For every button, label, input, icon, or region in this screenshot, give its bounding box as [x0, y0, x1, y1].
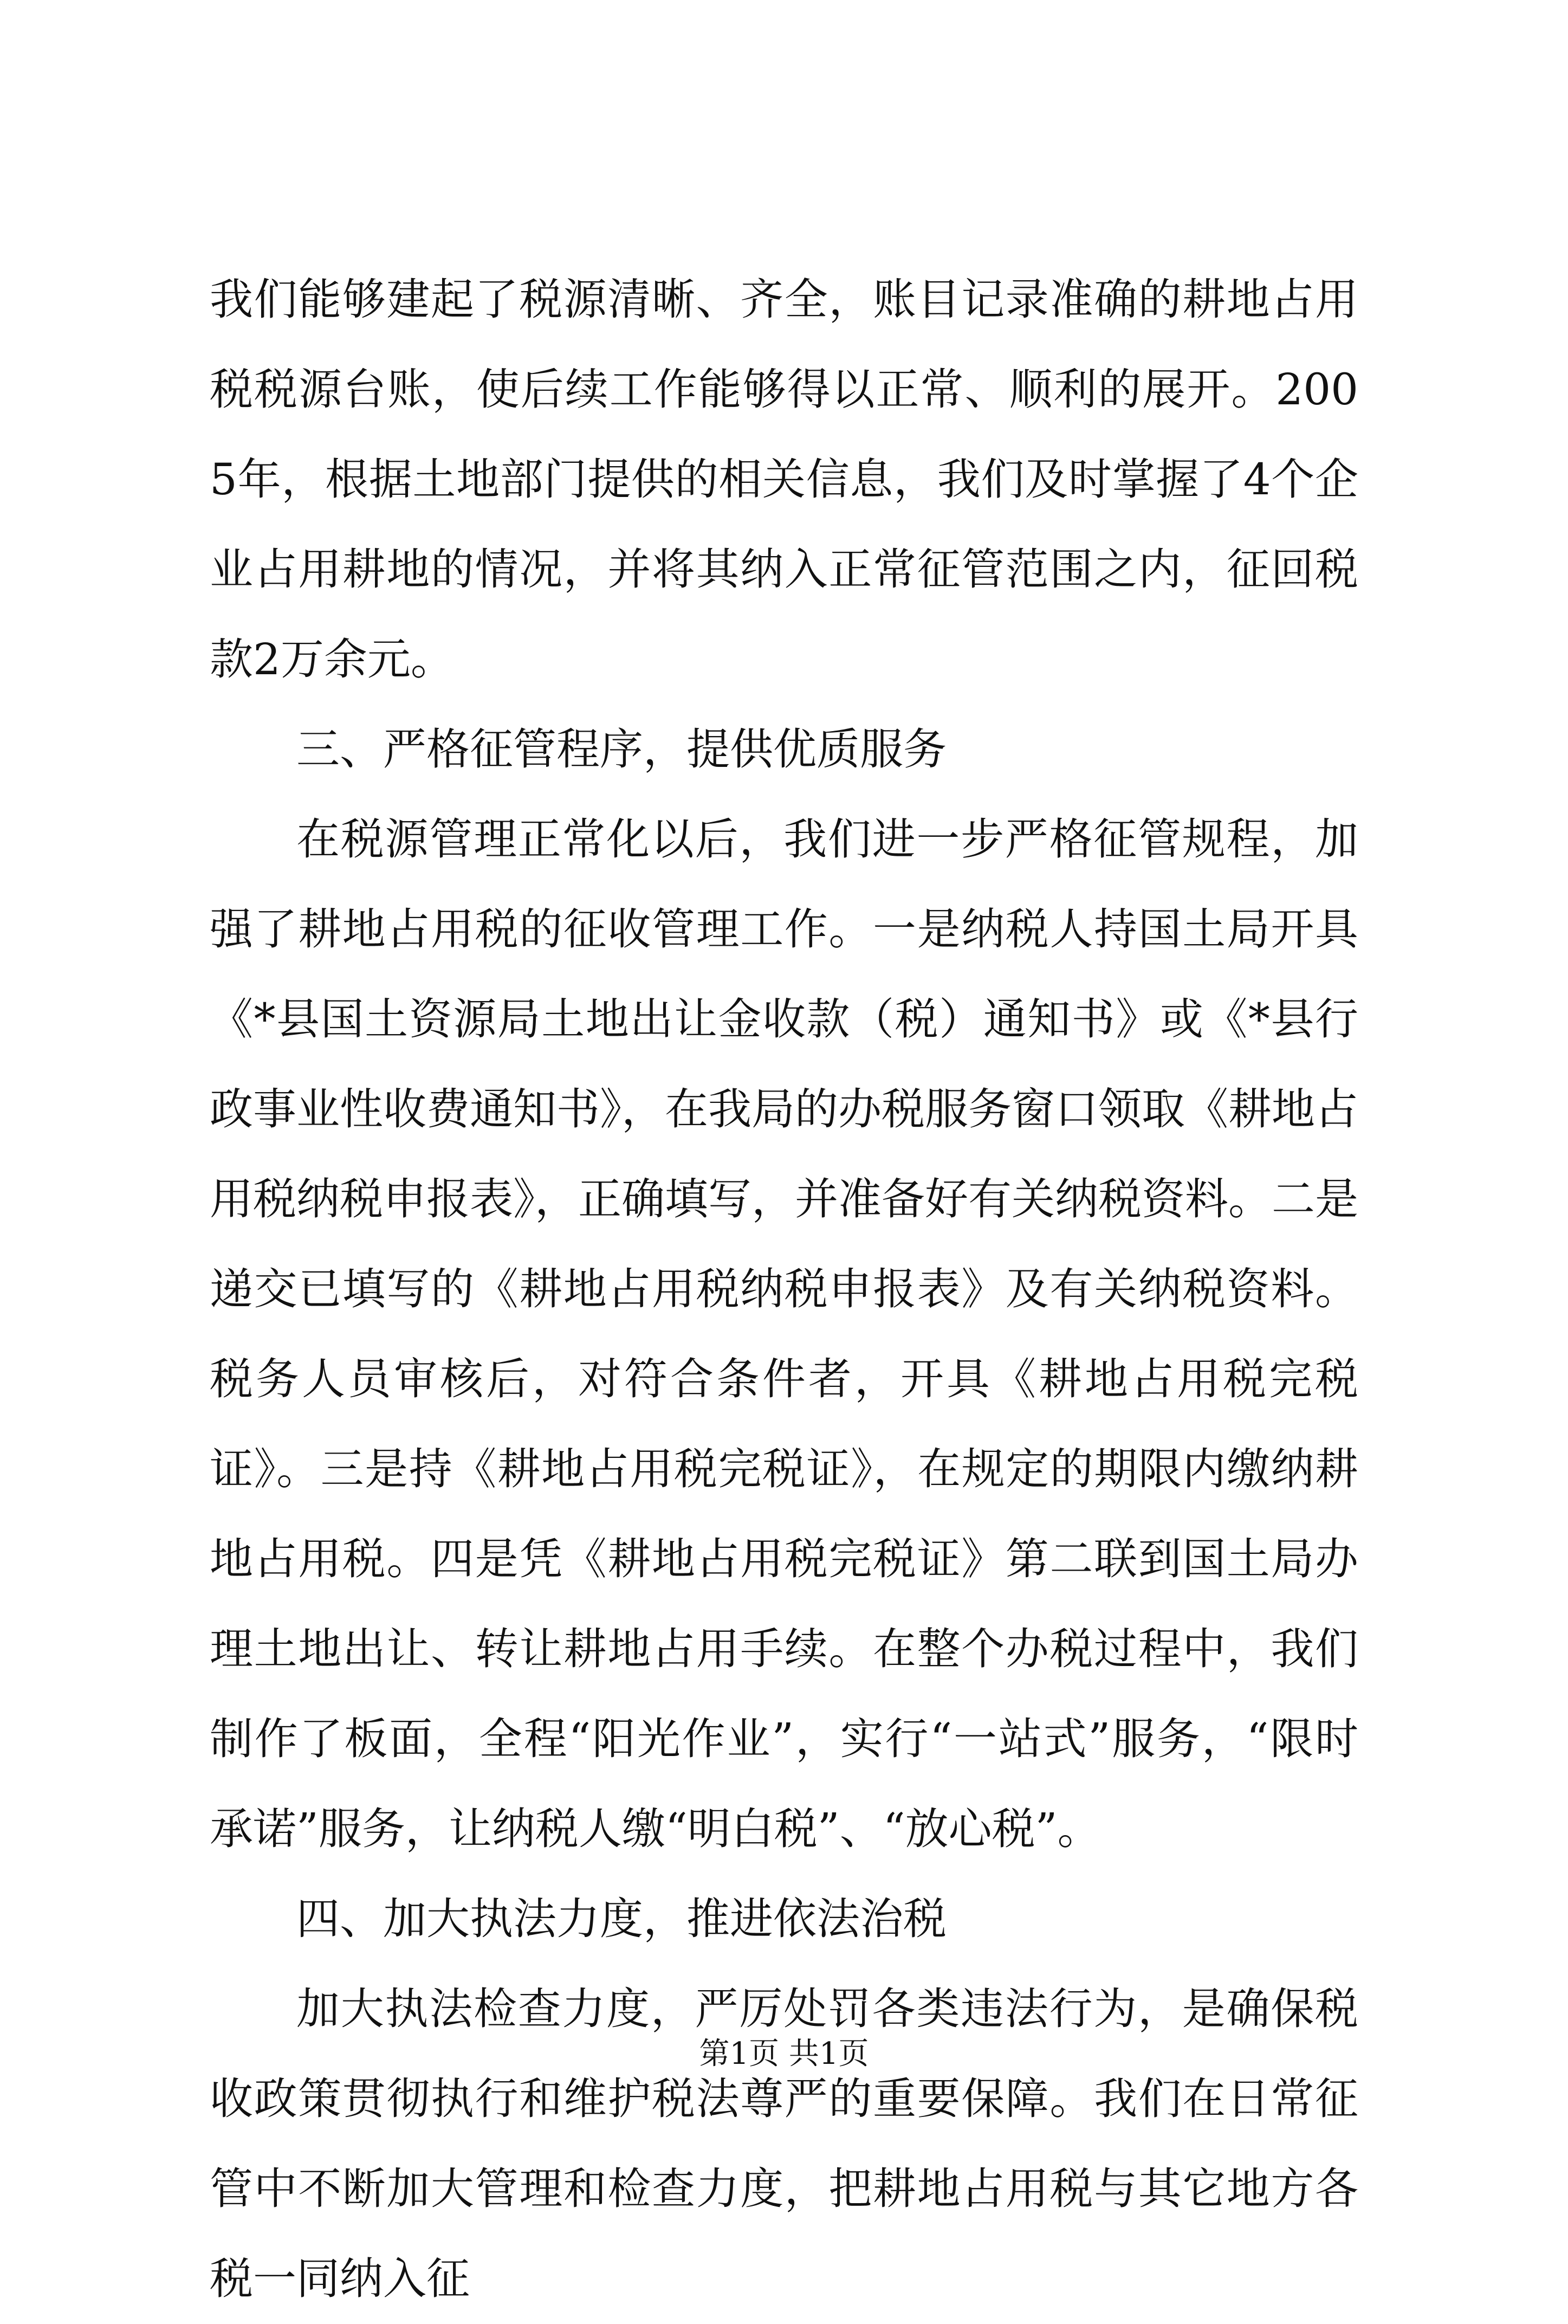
document-body: [210, 255, 1358, 2324]
paragraph-continuation: 我们能够建起了税源清晰、齐全，账目记录准确的耕地占用税税源台账，使后续工作能够得以正常、顺利的展开。2005年，根据土地部门提供的相关信息，我们及时掌握了4个企业占用耕地的情况，并将其纳入正常征管范围之内，征回税款2万余元。: [210, 274, 1358, 685]
paragraph-section-3: 在税源管理正常化以后，我们进一步严格征管规程，加强了耕地占用税的征收管理工作。一是纳税人持国土局开具《*县国土资源局土地出让金收款（税）通知书》或《*县行政事业性收费通知书》，在我局的办税服务窗口领取《耕地占用税纳税申报表》，正确填写，并准备好有关纳税资料。二是递交已填写的《耕地占用税纳税申报表》及有关纳税资料。税务人员审核后，对符合条件者，开具《耕地占用税完税证》。三是持《耕地占用税完税证》，在规定的期限内缴纳耕地占用税。四是凭《耕地占用税完税证》第二联到国土局办理土地出让、转让耕地占用手续。在整个办税过程中，我们制作了板面，全程“阳光作业”，实行“一站式”服务，“限时承诺”服务，让纳税人缴“明白税”、“放心税”。: [210, 814, 1358, 1854]
section-heading-4: 四、加大执法力度，推进依法治税: [296, 1894, 947, 1944]
page-footer: 第1页 共1页: [699, 2036, 869, 2071]
paragraph-section-4: 加大执法检查力度，严厉处罚各类违法行为，是确保税收政策贯彻执行和维护税法尊严的重要保障。我们在日常征管中不断加大管理和检查力度，把耕地占用税与其它地方各税一同纳入征: [210, 1984, 1358, 2304]
section-heading-3: 三、严格征管程序，提供优质服务: [296, 724, 947, 774]
